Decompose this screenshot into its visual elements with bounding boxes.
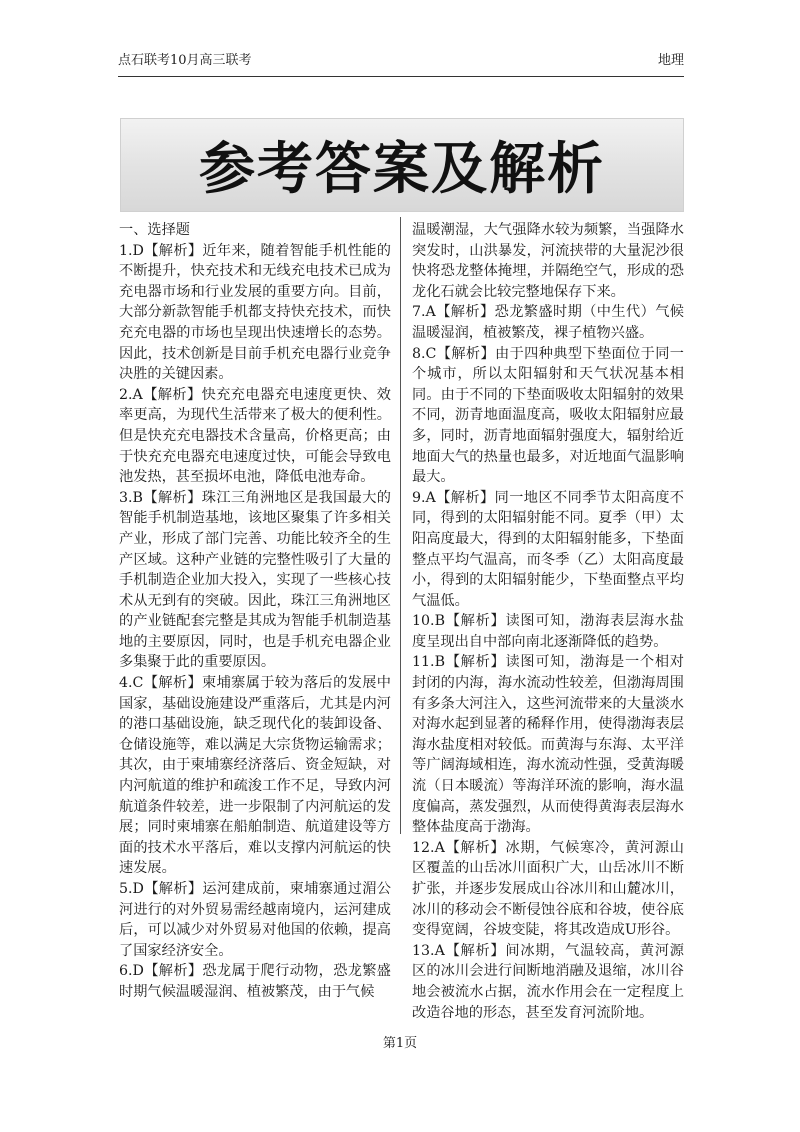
answer-item-12: 12.A【解析】冰期，气候寒冷，黄河源山区覆盖的山岳冰川面积广大，山岳冰川不断扩张，并逐步发展成山谷冰川和山麓冰川，冰川的移动会不断侵蚀谷底和谷坡，使谷底变得宽阔，谷坡变陡，将其改造成U形谷。: [412, 839, 684, 939]
answer-item-1: 1.D【解析】近年来，随着智能手机性能的不断提升，快充技术和无线充电技术已成为充电器市场和行业发展的重要方向。目前，大部分新款智能手机都支持快充技术，而快充充电器的市场也呈现出快速增长的态势。因此，技术创新是目前手机充电器行业竞争决胜的关键因素。: [119, 242, 391, 383]
page-title: 参考答案及解析: [199, 137, 605, 202]
subject-label: 地理: [657, 53, 684, 68]
answer-item-3: 3.B【解析】珠江三角洲地区是我国最大的智能手机制造基地，该地区聚集了许多相关产业，形成了部门完善、功能比较齐全的生产区域。这种产业链的完整性吸引了大量的手机制造企业加大投入，实现了一些核心技术从无到有的突破。因此，珠江三角洲地区的产业链配套完整是其成为智能手机制造基地的主要原因，同时，也是手机充电器企业多集聚于此的重要原因。: [119, 489, 391, 671]
answer-item-7: 7.A【解析】恐龙繁盛时期（中生代）气候温暖湿润，植被繁茂，裸子植物兴盛。: [412, 304, 684, 341]
left-column: [119, 220, 391, 1003]
page-number: 第1页: [382, 1036, 418, 1051]
answer-item-8: 8.C【解析】由于四种典型下垫面位于同一个城市，所以太阳辐射和天气状况基本相同。由于不同的下垫面吸收太阳辐射的效果不同，沥青地面温度高，吸收太阳辐射应最多，同时，沥青地面辐射强度大，辐射给近地面大气的热量也最多，对近地面气温影响最大。: [412, 345, 684, 486]
answer-item-11: 11.B【解析】读图可知，渤海是一个相对封闭的内海，海水流动性较差，但渤海周围有多条大河注入，这些河流带来的大量淡水对海水起到显著的稀释作用，使得渤海表层海水盐度相对较低。而黄海与东海、太平洋等广阔海域相连，海水流动性强，受黄海暖流（日本暖流）等海洋环流的影响，海水温度偏高，蒸发强烈，从而使得黄海表层海水整体盐度高于渤海。: [412, 654, 684, 836]
answer-item-4: 4.C【解析】柬埔寨属于较为落后的发展中国家，基础设施建设严重落后，尤其是内河的港口基础设施，缺乏现代化的装卸设备、仓储设施等，难以满足大宗货物运输需求；其次，由于柬埔寨经济落后、资金短缺，对内河航道的维护和疏浚工作不足，导致内河航道条件较差，进一步限制了内河航运的发展；同时柬埔寨在船舶制造、航道建设等方面的技术水平落后，难以支撑内河航运的快速发展。: [119, 675, 391, 877]
answer-item-10: 10.B【解析】读图可知，渤海表层海水盐度呈现出自中部向南北逐渐降低的趋势。: [412, 613, 684, 650]
section-title: 一、选择题: [119, 222, 190, 238]
title-banner: [120, 118, 684, 212]
exam-title: 点石联考10月高三联考: [118, 53, 252, 68]
right-column: [412, 220, 684, 1023]
answer-item-9: 9.A【解析】同一地区不同季节太阳高度不同，得到的太阳辐射能不同。夏季（甲）太阳高度最大，得到的太阳辐射能多，下垫面整点平均气温高，而冬季（乙）太阳高度最小，得到的太阳辐射能少，下垫面整点平均气温低。: [412, 489, 684, 609]
answer-item-5: 5.D【解析】运河建成前，柬埔寨通过湄公河进行的对外贸易需经越南境内，运河建成后，可以减少对外贸易对他国的依赖，提高了国家经济安全。: [119, 881, 391, 959]
page-header: [118, 50, 684, 77]
column-divider: [400, 217, 401, 834]
answer-item-2: 2.A【解析】快充充电器充电速度更快、效率更高，为现代生活带来了极大的便利性。但是快充充电器技术含量高，价格更高；由于快充充电器充电速度过快，可能会导致电池发热，甚至损坏电池，降低电池寿命。: [119, 386, 391, 486]
answer-item-6: 6.D【解析】恐龙属于爬行动物，恐龙繁盛时期气候温暖湿润、植被繁茂，由于气候: [119, 963, 391, 1000]
answer-item-6-continued: 温暖潮湿，大气强降水较为频繁，当强降水突发时，山洪暴发，河流挟带的大量泥沙很快将恐龙整体掩埋，并隔绝空气，形成的恐龙化石就会比较完整地保存下来。: [412, 222, 684, 300]
answer-item-13: 13.A【解析】间冰期，气温较高，黄河源区的冰川会进行间断地消融及退缩，冰川谷地会被流水占据，流水作用会在一定程度上改造谷地的形态，甚至发育河流阶地。: [412, 942, 684, 1021]
